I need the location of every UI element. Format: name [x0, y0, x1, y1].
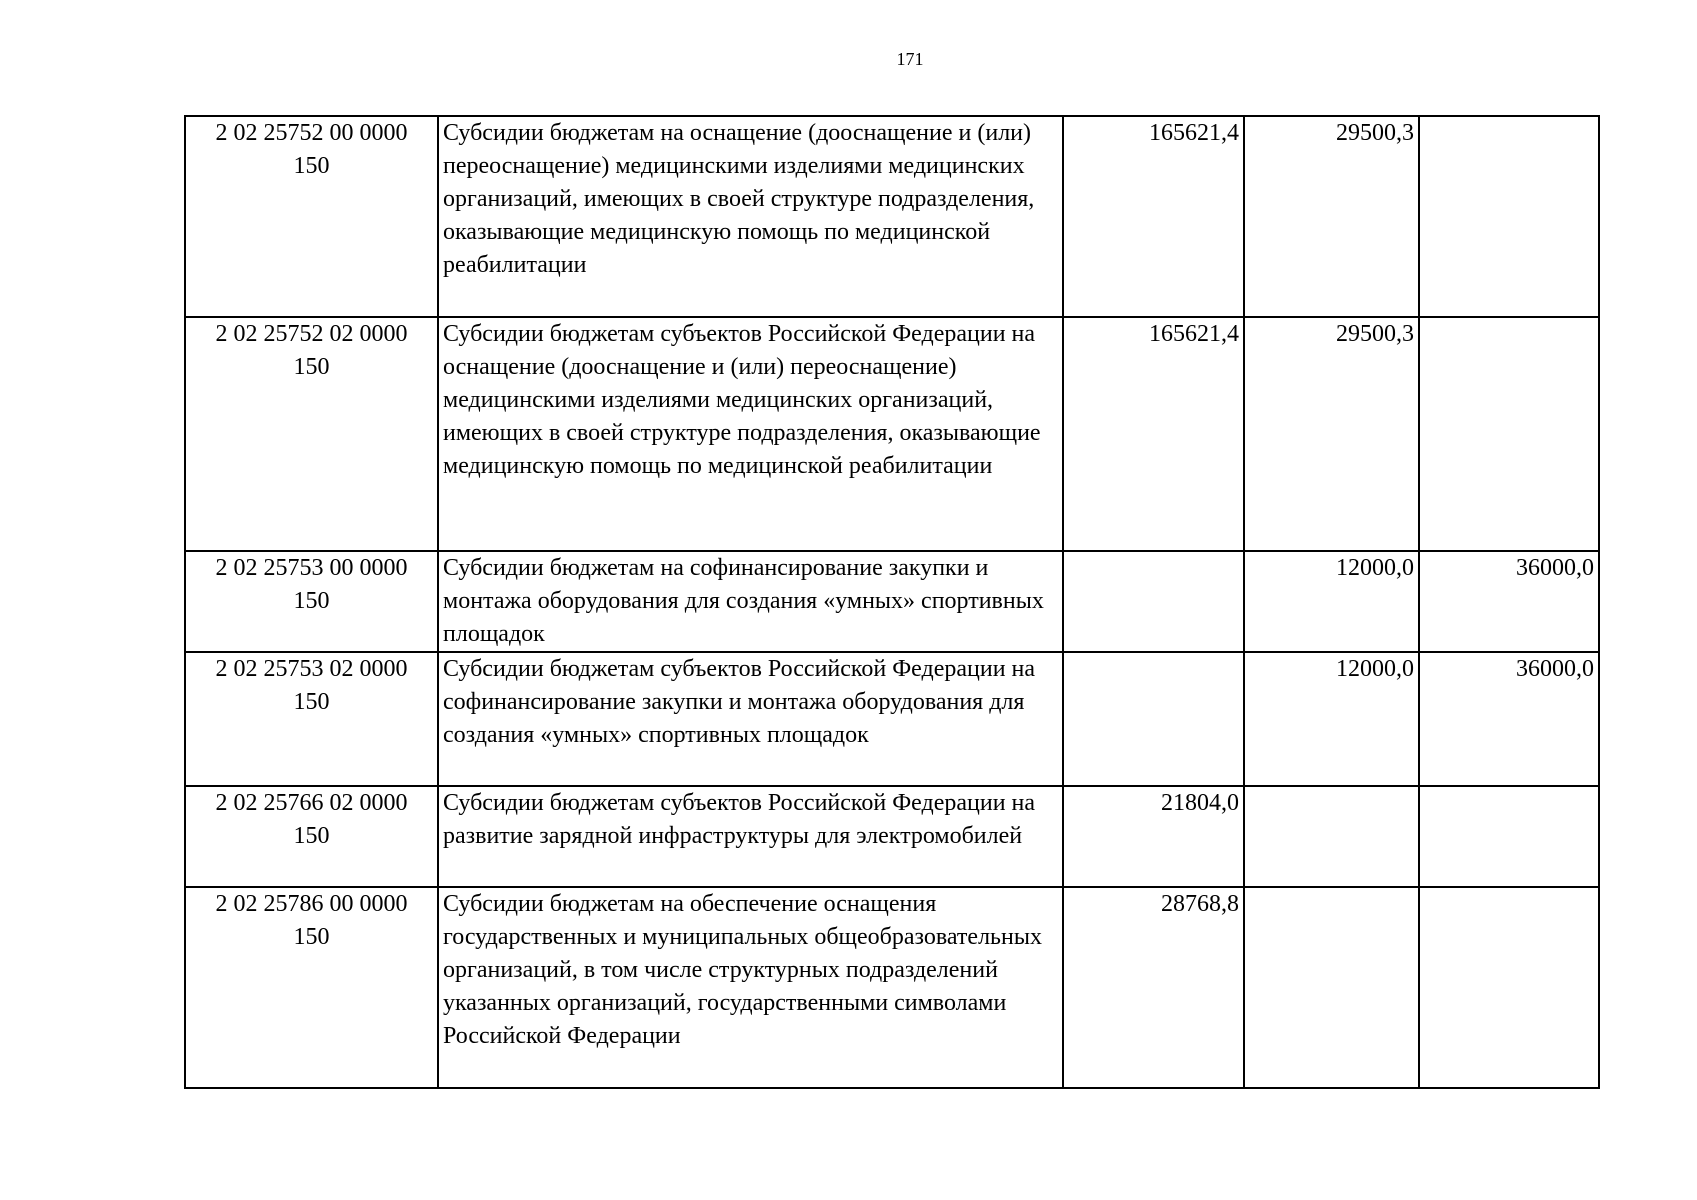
budget-code-cell	[185, 786, 438, 887]
budget-code-suffix: 150	[293, 924, 330, 950]
income-name-cell: Субсидии бюджетам на оснащение (дооснащение и (или) переоснащение) медицинскими изделиями медицинских организаций, имеющих в своей структуре подразделения, оказывающие медицинскую помощь по медицинской реабилитации	[438, 116, 1063, 317]
budget-code-cell	[185, 317, 438, 551]
budget-code: 2 02 25753 00 0000	[215, 555, 408, 581]
table-row	[185, 116, 1599, 317]
amount-cell-1	[1063, 551, 1244, 652]
budget-code: 2 02 25752 00 0000	[215, 120, 408, 146]
budget-code-cell	[185, 652, 438, 786]
table-row	[185, 317, 1599, 551]
amount-cell-1	[1063, 652, 1244, 786]
amount-cell-1: 28768,8	[1063, 887, 1244, 1088]
amount-cell-2: 12000,0	[1244, 551, 1419, 652]
income-name-cell: Субсидии бюджетам субъектов Российской Федерации на развитие зарядной инфраструктуры для электромобилей	[438, 786, 1063, 887]
amount-cell-1: 165621,4	[1063, 317, 1244, 551]
amount-cell-3	[1419, 317, 1599, 551]
income-name-cell: Субсидии бюджетам субъектов Российской Федерации на софинансирование закупки и монтажа оборудования для создания «умных» спортивных площадок	[438, 652, 1063, 786]
budget-code: 2 02 25752 02 0000	[215, 321, 408, 347]
budget-code-suffix: 150	[293, 354, 330, 380]
amount-cell-3	[1419, 786, 1599, 887]
table-row	[185, 652, 1599, 786]
amount-cell-2	[1244, 786, 1419, 887]
budget-code: 2 02 25786 00 0000	[215, 891, 408, 917]
amount-cell-2: 29500,3	[1244, 116, 1419, 317]
budget-code-suffix: 150	[293, 823, 330, 849]
amount-cell-3	[1419, 116, 1599, 317]
amount-cell-3	[1419, 887, 1599, 1088]
amount-cell-1: 165621,4	[1063, 116, 1244, 317]
amount-cell-2	[1244, 887, 1419, 1088]
page-number: 171	[896, 49, 924, 69]
budget-code-suffix: 150	[293, 588, 330, 614]
amount-cell-3: 36000,0	[1419, 551, 1599, 652]
income-name-cell: Субсидии бюджетам на софинансирование закупки и монтажа оборудования для создания «умных» спортивных площадок	[438, 551, 1063, 652]
amount-cell-3: 36000,0	[1419, 652, 1599, 786]
budget-code-suffix: 150	[293, 689, 330, 715]
table-row	[185, 887, 1599, 1088]
budget-code-cell	[185, 887, 438, 1088]
table-row	[185, 786, 1599, 887]
budget-code-cell	[185, 551, 438, 652]
table-row	[185, 551, 1599, 652]
budget-code-suffix: 150	[293, 153, 330, 179]
amount-cell-2: 12000,0	[1244, 652, 1419, 786]
amount-cell-1: 21804,0	[1063, 786, 1244, 887]
budget-code: 2 02 25753 02 0000	[215, 656, 408, 682]
amount-cell-2: 29500,3	[1244, 317, 1419, 551]
budget-code-cell	[185, 116, 438, 317]
income-name-cell: Субсидии бюджетам на обеспечение оснащения государственных и муниципальных общеобразовательных организаций, в том числе структурных подразделений указанных организаций, государственными символами Российской Федерации	[438, 887, 1063, 1088]
budget-code: 2 02 25766 02 0000	[215, 790, 408, 816]
budget-table	[184, 115, 1600, 1089]
income-name-cell: Субсидии бюджетам субъектов Российской Федерации на оснащение (дооснащение и (или) переоснащение) медицинскими изделиями медицинских организаций, имеющих в своей структуре подразделения, оказывающие медицинскую помощь по медицинской реабилитации	[438, 317, 1063, 551]
